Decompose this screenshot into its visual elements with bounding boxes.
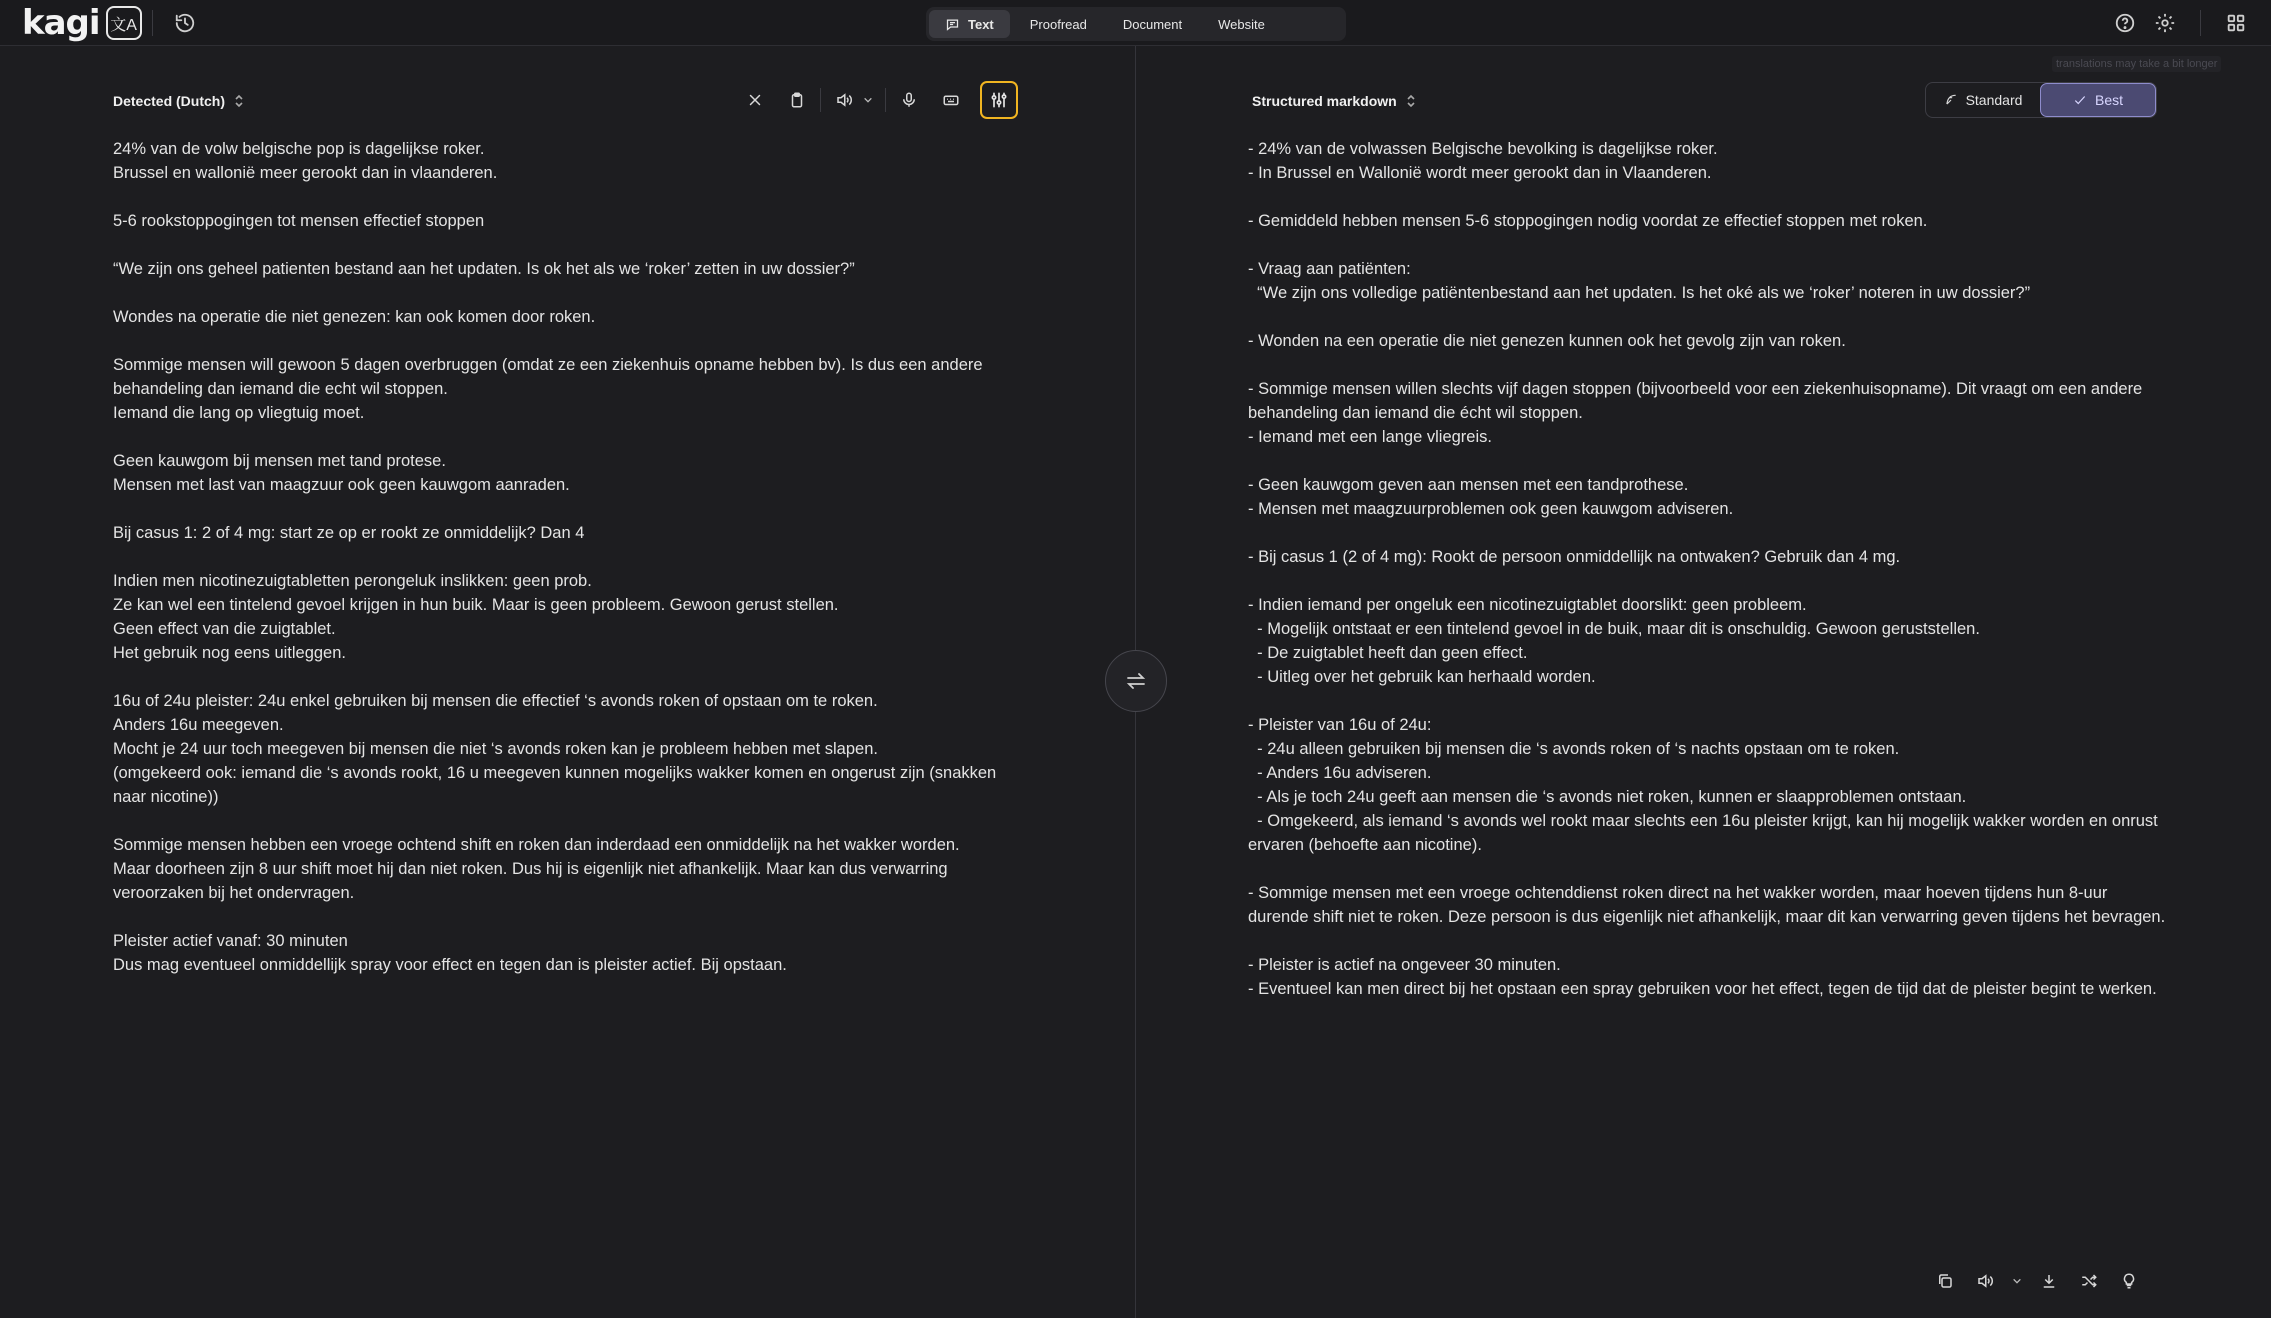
tab-text-label: Text	[968, 16, 994, 32]
clipboard-icon[interactable]	[782, 85, 812, 115]
lightbulb-icon[interactable]	[2114, 1266, 2144, 1296]
tab-text[interactable]	[929, 10, 1010, 38]
target-language-label: Structured markdown	[1252, 93, 1397, 109]
tab-website-label: Website	[1218, 16, 1265, 32]
chat-icon	[945, 17, 960, 32]
chevron-updown-icon	[1405, 93, 1417, 109]
tab-proofread[interactable]	[1014, 10, 1103, 38]
swap-languages-button[interactable]	[1105, 650, 1167, 712]
quality-toggle	[1925, 82, 2157, 118]
output-toolbar	[1930, 1265, 2144, 1297]
chevron-down-icon[interactable]	[2010, 1266, 2024, 1296]
apps-grid-icon[interactable]	[2225, 12, 2247, 34]
toolbar-divider	[820, 88, 821, 112]
history-icon[interactable]	[174, 12, 196, 34]
top-bar	[0, 0, 2271, 46]
microphone-icon[interactable]	[894, 85, 924, 115]
logo-text: kagi	[22, 3, 100, 43]
help-icon[interactable]	[2114, 12, 2136, 34]
source-text-input[interactable]: 24% van de volw belgische pop is dagelijkse roker. Brussel en wallonië meer gerookt dan in vlaanderen. 5-6 rookstoppogingen tot mensen effectief stoppen “We zijn ons geheel patienten bestand aan het updaten. Is ok het als we ‘roker’ zetten in uw dossier?” Wondes na operatie die niet genezen: kan ook komen door roken. Sommige mensen will gewoon 5 dagen overbruggen (omdat ze een ziekenhuis opname hebben bv). Is dus een andere behandeling dan iemand die echt wil stoppen. Iemand die lang op vliegtuig moet. Geen kauwgom bij mensen met tand protese. Mensen met last van maagzuur ook geen kauwgom aanraden. Bij casus 1: 2 of 4 mg: start ze op er rookt ze onmiddelijk? Dan 4 Indien men nicotinezuigtabletten perongeluk inslikken: geen prob. Ze kan wel een tintelend gevoel krijgen in hun buik. Maar is geen probleem. Gewoon gerust stellen. Geen effect van die zuigtablet. Het gebruik nog eens uitleggen. 16u of 24u pleister: 24u enkel gebruiken bij mensen die effectief ‘s avonds roken of opstaan om te roken. Anders 16u meegeven. Mocht je 24 uur toch meegeven bij mensen die niet ‘s avonds roken kan je probleem hebben met slapen. (omgekeerd ook: iemand die ‘s avonds rookt, 16 u meegeven kunnen mogelijks wakker komen en ongerust zijn (snakken naar nicotine)) Sommige mensen hebben een vroege ochtend shift en roken dan inderdaad een onmiddelijk na het wakker worden. Maar doorheen zijn 8 uur shift moet hij dan niet roken. Dus hij is eigenlijk niet afhankelijk. Maar kan dus verwarring veroorzaken bij het ondervragen. Pleister actief vanaf: 30 minuten Dus mag eventueel onmiddellijk spray voor effect en tegen dan is pleister actief. Bij opstaan.	[113, 140, 997, 974]
keyboard-icon[interactable]	[936, 85, 966, 115]
swap-icon	[1124, 669, 1148, 693]
best-quality-button[interactable]	[2040, 83, 2156, 117]
quality-hint-tooltip: translations may take a bit longer	[2052, 56, 2221, 72]
settings-icon[interactable]	[2154, 12, 2176, 34]
options-sliders-icon[interactable]	[980, 81, 1018, 119]
toolbar-divider	[885, 88, 886, 112]
shuffle-icon[interactable]	[2074, 1266, 2104, 1296]
chevron-updown-icon	[233, 93, 245, 109]
source-language-label: Detected (Dutch)	[113, 93, 226, 109]
translation-output: - 24% van de volwassen Belgische bevolking is dagelijkse roker. - In Brussel en Wallonië wordt meer gerookt dan in Vlaanderen. - Gemiddeld hebben mensen 5-6 stoppogingen nodig voordat ze effectief stoppen met roken. - Vraag aan patiënten: “We zijn ons volledige patiëntenbestand aan het updaten. Is het oké als we ‘roker’ noteren in uw dossier?” - Wonden na een operatie die niet genezen kunnen ook het gevolg zijn van roken. - Sommige mensen willen slechts vijf dagen stoppen (bijvoorbeeld voor een ziekenhuisopname). Dit vraagt om een andere behandeling dan iemand die écht wil stoppen. - Iemand met een lange vliegreis. - Geen kauwgom geven aan mensen met een tandprothese. - Mensen met maagzuurproblemen ook geen kauwgom adviseren. - Bij casus 1 (2 of 4 mg): Rookt de persoon onmiddellijk na ontwaken? Gebruik dan 4 mg. - Indien iemand per ongeluk een nicotinezuigtablet doorslikt: geen probleem. - Mogelijk ontstaat er een tintelend gevoel in de buik, maar dit is onschuldig. Gewoon geruststellen. - De zuigtablet heeft dan geen effect. - Uitleg over het gebruik kan herhaald worden. - Pleister van 16u of 24u: - 24u alleen gebruiken bij mensen die ‘s avonds roken of ‘s nachts opstaan om te roken. - Anders 16u adviseren. - Als je toch 24u geeft aan mensen die ‘s avonds niet roken, kunnen er slaapproblemen ontstaan. - Omgekeerd, als iemand ‘s avonds wel rookt maar slechts een 16u pleister krijgt, kan hij mogelijk wakker worden en onrust ervaren (behoefte aan nicotine). - Sommige mensen met een vroege ochtenddienst roken direct na het wakker worden, maar hoeven tijdens hun 8-uur durende shift niet te roken. Deze persoon is dus eigenlijk niet afhankelijk, maar dit kan verwarring geven tijdens het bevragen. - Pleister is actief na ongeveer 30 minuten. - Eventueel kan men direct bij het opstaan een spray gebruiken voor het effect, tegen de tijd dat de pleister begint te werken.	[1248, 140, 2166, 998]
tab-proofread-label: Proofread	[1029, 16, 1087, 32]
source-toolbar	[740, 80, 1018, 120]
tab-website[interactable]	[1202, 10, 1281, 38]
tab-document[interactable]	[1107, 10, 1198, 38]
download-icon[interactable]	[2034, 1266, 2064, 1296]
speaker-icon[interactable]	[829, 85, 859, 115]
best-label: Best	[2094, 92, 2123, 108]
source-language-select[interactable]	[113, 90, 245, 112]
standard-quality-button[interactable]	[1926, 83, 2040, 117]
speaker-icon[interactable]	[1970, 1266, 2000, 1296]
translate-logo-icon: 文A	[106, 6, 142, 40]
check-icon	[2073, 93, 2087, 107]
tab-document-label: Document	[1122, 16, 1183, 32]
clear-icon[interactable]	[740, 85, 770, 115]
feather-icon	[1944, 93, 1958, 107]
header-divider	[152, 10, 153, 36]
kagi-logo[interactable]	[22, 4, 142, 42]
target-language-select[interactable]	[1252, 90, 1417, 112]
copy-icon[interactable]	[1930, 1266, 1960, 1296]
mode-tabs	[926, 7, 1346, 41]
standard-label: Standard	[1965, 92, 2023, 108]
header-right-divider	[2200, 10, 2201, 36]
chevron-down-icon[interactable]	[859, 85, 877, 115]
